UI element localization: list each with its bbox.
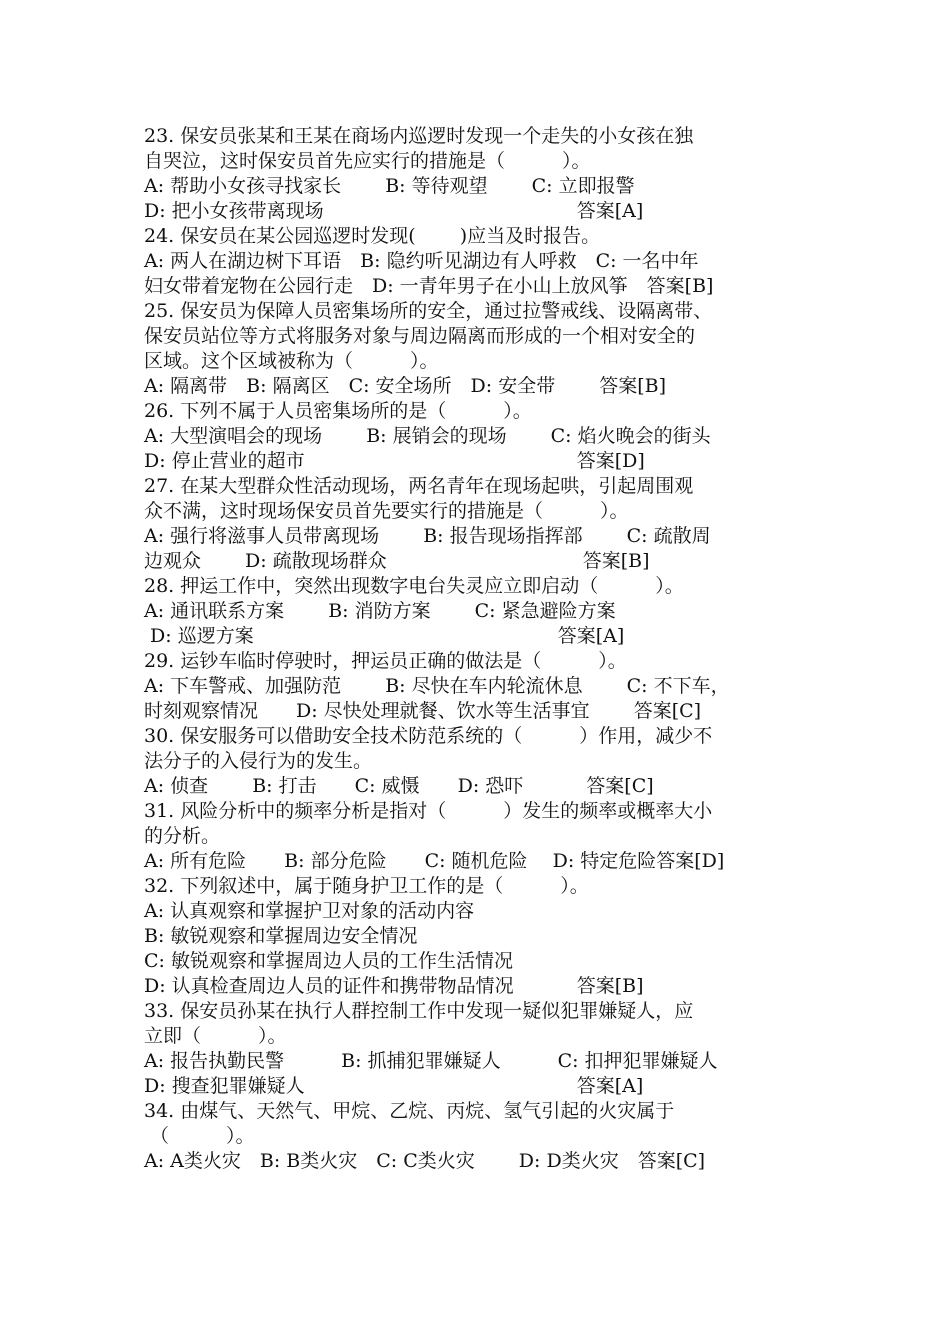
q30-line-1: 30. 保安服务可以借助安全技术防范系统的（ ）作用，减少不 bbox=[144, 725, 713, 747]
q26-options-1: A: 大型演唱会的现场 B: 展销会的现场 C: 焰火晚会的街头 bbox=[144, 425, 711, 447]
q32-option-b: B: 敏锐观察和掌握周边安全情况 bbox=[144, 925, 418, 947]
question-list bbox=[144, 124, 814, 1174]
q25-line-1: 25. 保安员为保障人员密集场所的安全，通过拉警戒线、设隔离带、 bbox=[144, 300, 713, 322]
q31-options: A: 所有危险 B: 部分危险 C: 随机危险 D: 特定危险答案[D] bbox=[144, 850, 725, 872]
q28-options-2: D: 巡逻方案 答案[A] bbox=[144, 625, 625, 647]
q26-line-1: 26. 下列不属于人员密集场所的是（ ）。 bbox=[144, 400, 532, 422]
q29-options-1: A: 下车警戒、加强防范 B: 尽快在车内轮流休息 C: 不下车， bbox=[144, 675, 730, 697]
q23-options-1: A: 帮助小女孩寻找家长 B: 等待观望 C: 立即报警 bbox=[144, 175, 635, 197]
q28-options-1: A: 通讯联系方案 B: 消防方案 C: 紧急避险方案 bbox=[144, 600, 616, 622]
q30-options: A: 侦查 B: 打击 C: 威慑 D: 恐吓 答案[C] bbox=[144, 775, 654, 797]
q25-options: A: 隔离带 B: 隔离区 C: 安全场所 D: 安全带 答案[B] bbox=[144, 375, 667, 397]
q34-line-2: （ ）。 bbox=[144, 1125, 255, 1147]
q30-line-2: 法分子的入侵行为的发生。 bbox=[144, 750, 373, 772]
q23-line-2: 自哭泣，这时保安员首先应实行的措施是（ ）。 bbox=[144, 150, 591, 172]
q33-line-1: 33. 保安员孙某在执行人群控制工作中发现一疑似犯罪嫌疑人，应 bbox=[144, 1000, 694, 1022]
q33-options-2: D: 搜查犯罪嫌疑人 答案[A] bbox=[144, 1075, 644, 1097]
q24-line-1: 24. 保安员在某公园巡逻时发现( )应当及时报告。 bbox=[144, 225, 601, 247]
q32-option-a: A: 认真观察和掌握护卫对象的活动内容 bbox=[144, 900, 475, 922]
q27-line-1: 27. 在某大型群众性活动现场，两名青年在现场起哄，引起周围观 bbox=[144, 475, 694, 497]
q34-line-1: 34. 由煤气、天然气、甲烷、乙烷、丙烷、氢气引起的火灾属于 bbox=[144, 1100, 675, 1122]
q25-line-3: 区域。这个区域被称为（ ）。 bbox=[144, 350, 439, 372]
q27-options-1: A: 强行将滋事人员带离现场 B: 报告现场指挥部 C: 疏散周 bbox=[144, 525, 711, 547]
q29-line-1: 29. 运钞车临时停驶时，押运员正确的做法是（ ）。 bbox=[144, 650, 627, 672]
q29-options-2: 时刻观察情况 D: 尽快处理就餐、饮水等生活事宜 答案[C] bbox=[144, 700, 702, 722]
q32-line-1: 32. 下列叙述中，属于随身护卫工作的是（ ）。 bbox=[144, 875, 589, 897]
q32-option-c: C: 敏锐观察和掌握周边人员的工作生活情况 bbox=[144, 950, 513, 972]
q25-line-2: 保安员站位等方式将服务对象与周边隔离而形成的一个相对安全的 bbox=[144, 325, 696, 347]
q24-options-2: 妇女带着宠物在公园行走 D: 一青年男子在小山上放风筝 答案[B] bbox=[144, 275, 714, 297]
q32-option-d: D: 认真检查周边人员的证件和携带物品情况 答案[B] bbox=[144, 975, 644, 997]
q34-options: A: A类火灾 B: B类火灾 C: C类火灾 D: D类火灾 答案[C] bbox=[144, 1150, 706, 1172]
q26-options-2: D: 停止营业的超市 答案[D] bbox=[144, 450, 645, 472]
q31-line-2: 的分析。 bbox=[144, 825, 221, 847]
q33-line-2: 立即（ ）。 bbox=[144, 1025, 287, 1047]
q27-line-2: 众不满，这时现场保安员首先要实行的措施是（ ）。 bbox=[144, 500, 629, 522]
q27-options-2: 边观众 D: 疏散现场群众 答案[B] bbox=[144, 550, 650, 572]
q28-line-1: 28. 押运工作中，突然出现数字电台失灵应立即启动（ ）。 bbox=[144, 575, 684, 597]
q23-options-2: D: 把小女孩带离现场 答案[A] bbox=[144, 200, 644, 222]
q31-line-1: 31. 风险分析中的频率分析是指对（ ）发生的频率或概率大小 bbox=[144, 800, 713, 822]
q23-line-1: 23. 保安员张某和王某在商场内巡逻时发现一个走失的小女孩在独 bbox=[144, 125, 694, 147]
q33-options-1: A: 报告执勤民警 B: 抓捕犯罪嫌疑人 C: 扣押犯罪嫌疑人 bbox=[144, 1050, 718, 1072]
q24-options-1: A: 两人在湖边树下耳语 B: 隐约听见湖边有人呼救 C: 一名中年 bbox=[144, 250, 699, 272]
